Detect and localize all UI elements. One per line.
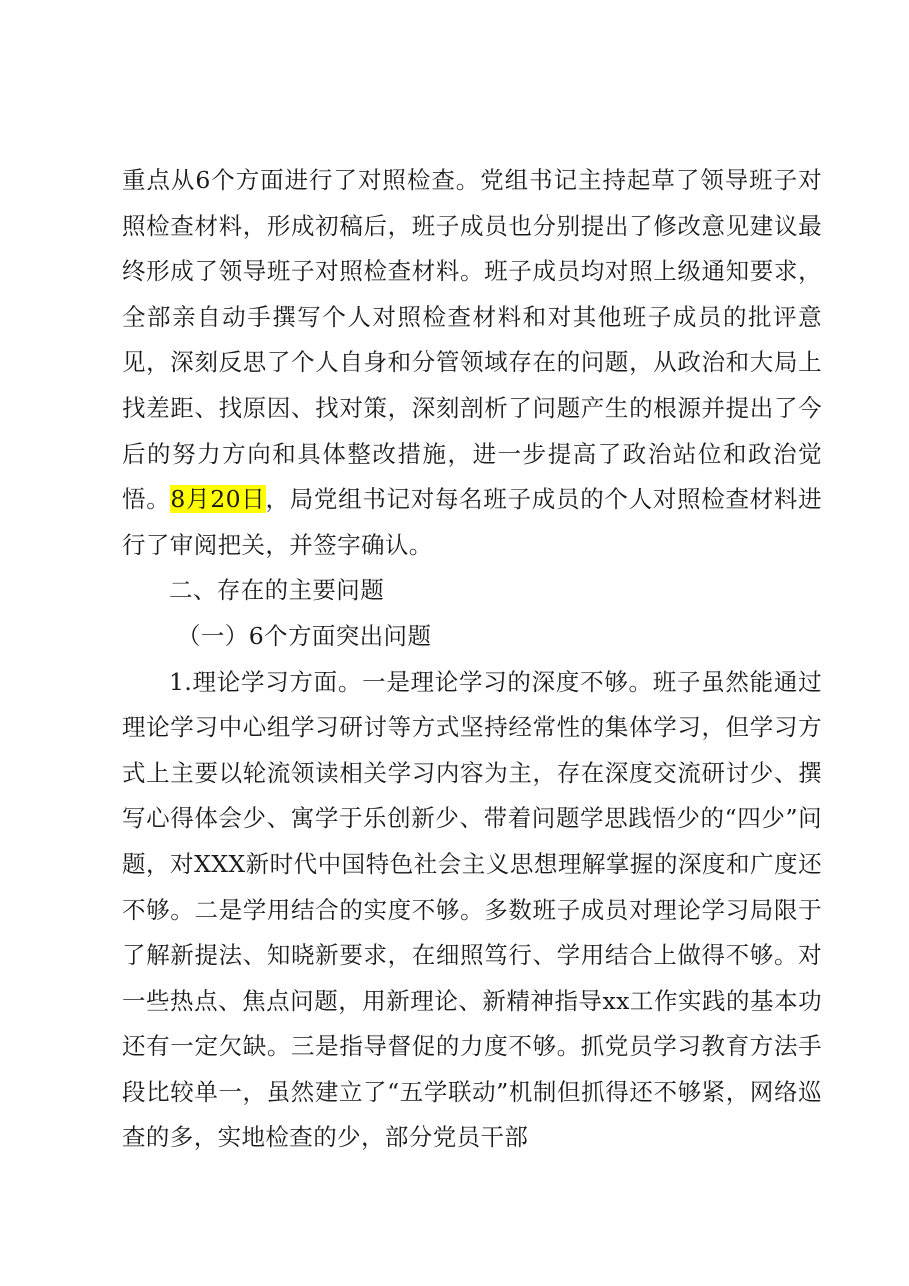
- section-heading: 二、存在的主要问题: [169, 576, 385, 605]
- paragraph-text-continued: ，局党组书记对每名班子成员的个人对照检查材料进行了审阅把关，并签字确认。: [122, 485, 822, 559]
- highlighted-date: 8月20日: [170, 485, 266, 514]
- subsection-heading: （一）6个方面突出问题: [177, 621, 432, 650]
- document-body: [122, 158, 822, 1161]
- paragraph-text: 重点从6个方面进行了对照检查。党组书记主持起草了领导班子对照检查材料，形成初稿后，班子成员也分别提出了修改意见建议最终形成了领导班子对照检查材料。班子成员均对照上级通知要求，全部亲自动手撰写个人对照检查材料和对其他班子成员的批评意见，深刻反思了个人自身和分管领域存在的问题，从政治和大局上找差距、找原因、找对策，深刻剖析了问题产生的根源并提出了今后的努力方向和具体整改措施，进一步提高了政治站位和政治觉悟。: [122, 166, 822, 514]
- paragraph-theory-study: 1.理论学习方面。一是理论学习的深度不够。班子虽然能通过理论学习中心组学习研讨等方式坚持经常性的集体学习，但学习方式上主要以轮流领读相关学习内容为主，存在深度交流研讨少、撰写心得体会少、寓学于乐创新少、带着问题学思践悟少的“四少”问题，对XXX新时代中国特色社会主义思想理解掌握的深度和广度还不够。二是学用结合的实度不够。多数班子成员对理论学习局限于了解新提法、知晓新要求，在细照笃行、学用结合上做得不够。对一些热点、焦点问题，用新理论、新精神指导xx工作实践的基本功还有一定欠缺。三是指导督促的力度不够。抓党员学习教育方法手段比较单一，虽然建立了“五学联动”机制但抓得还不够紧，网络巡查的多，实地检查的少，部分党员干部: [122, 667, 822, 1152]
- paragraph-review-process: [122, 158, 822, 568]
